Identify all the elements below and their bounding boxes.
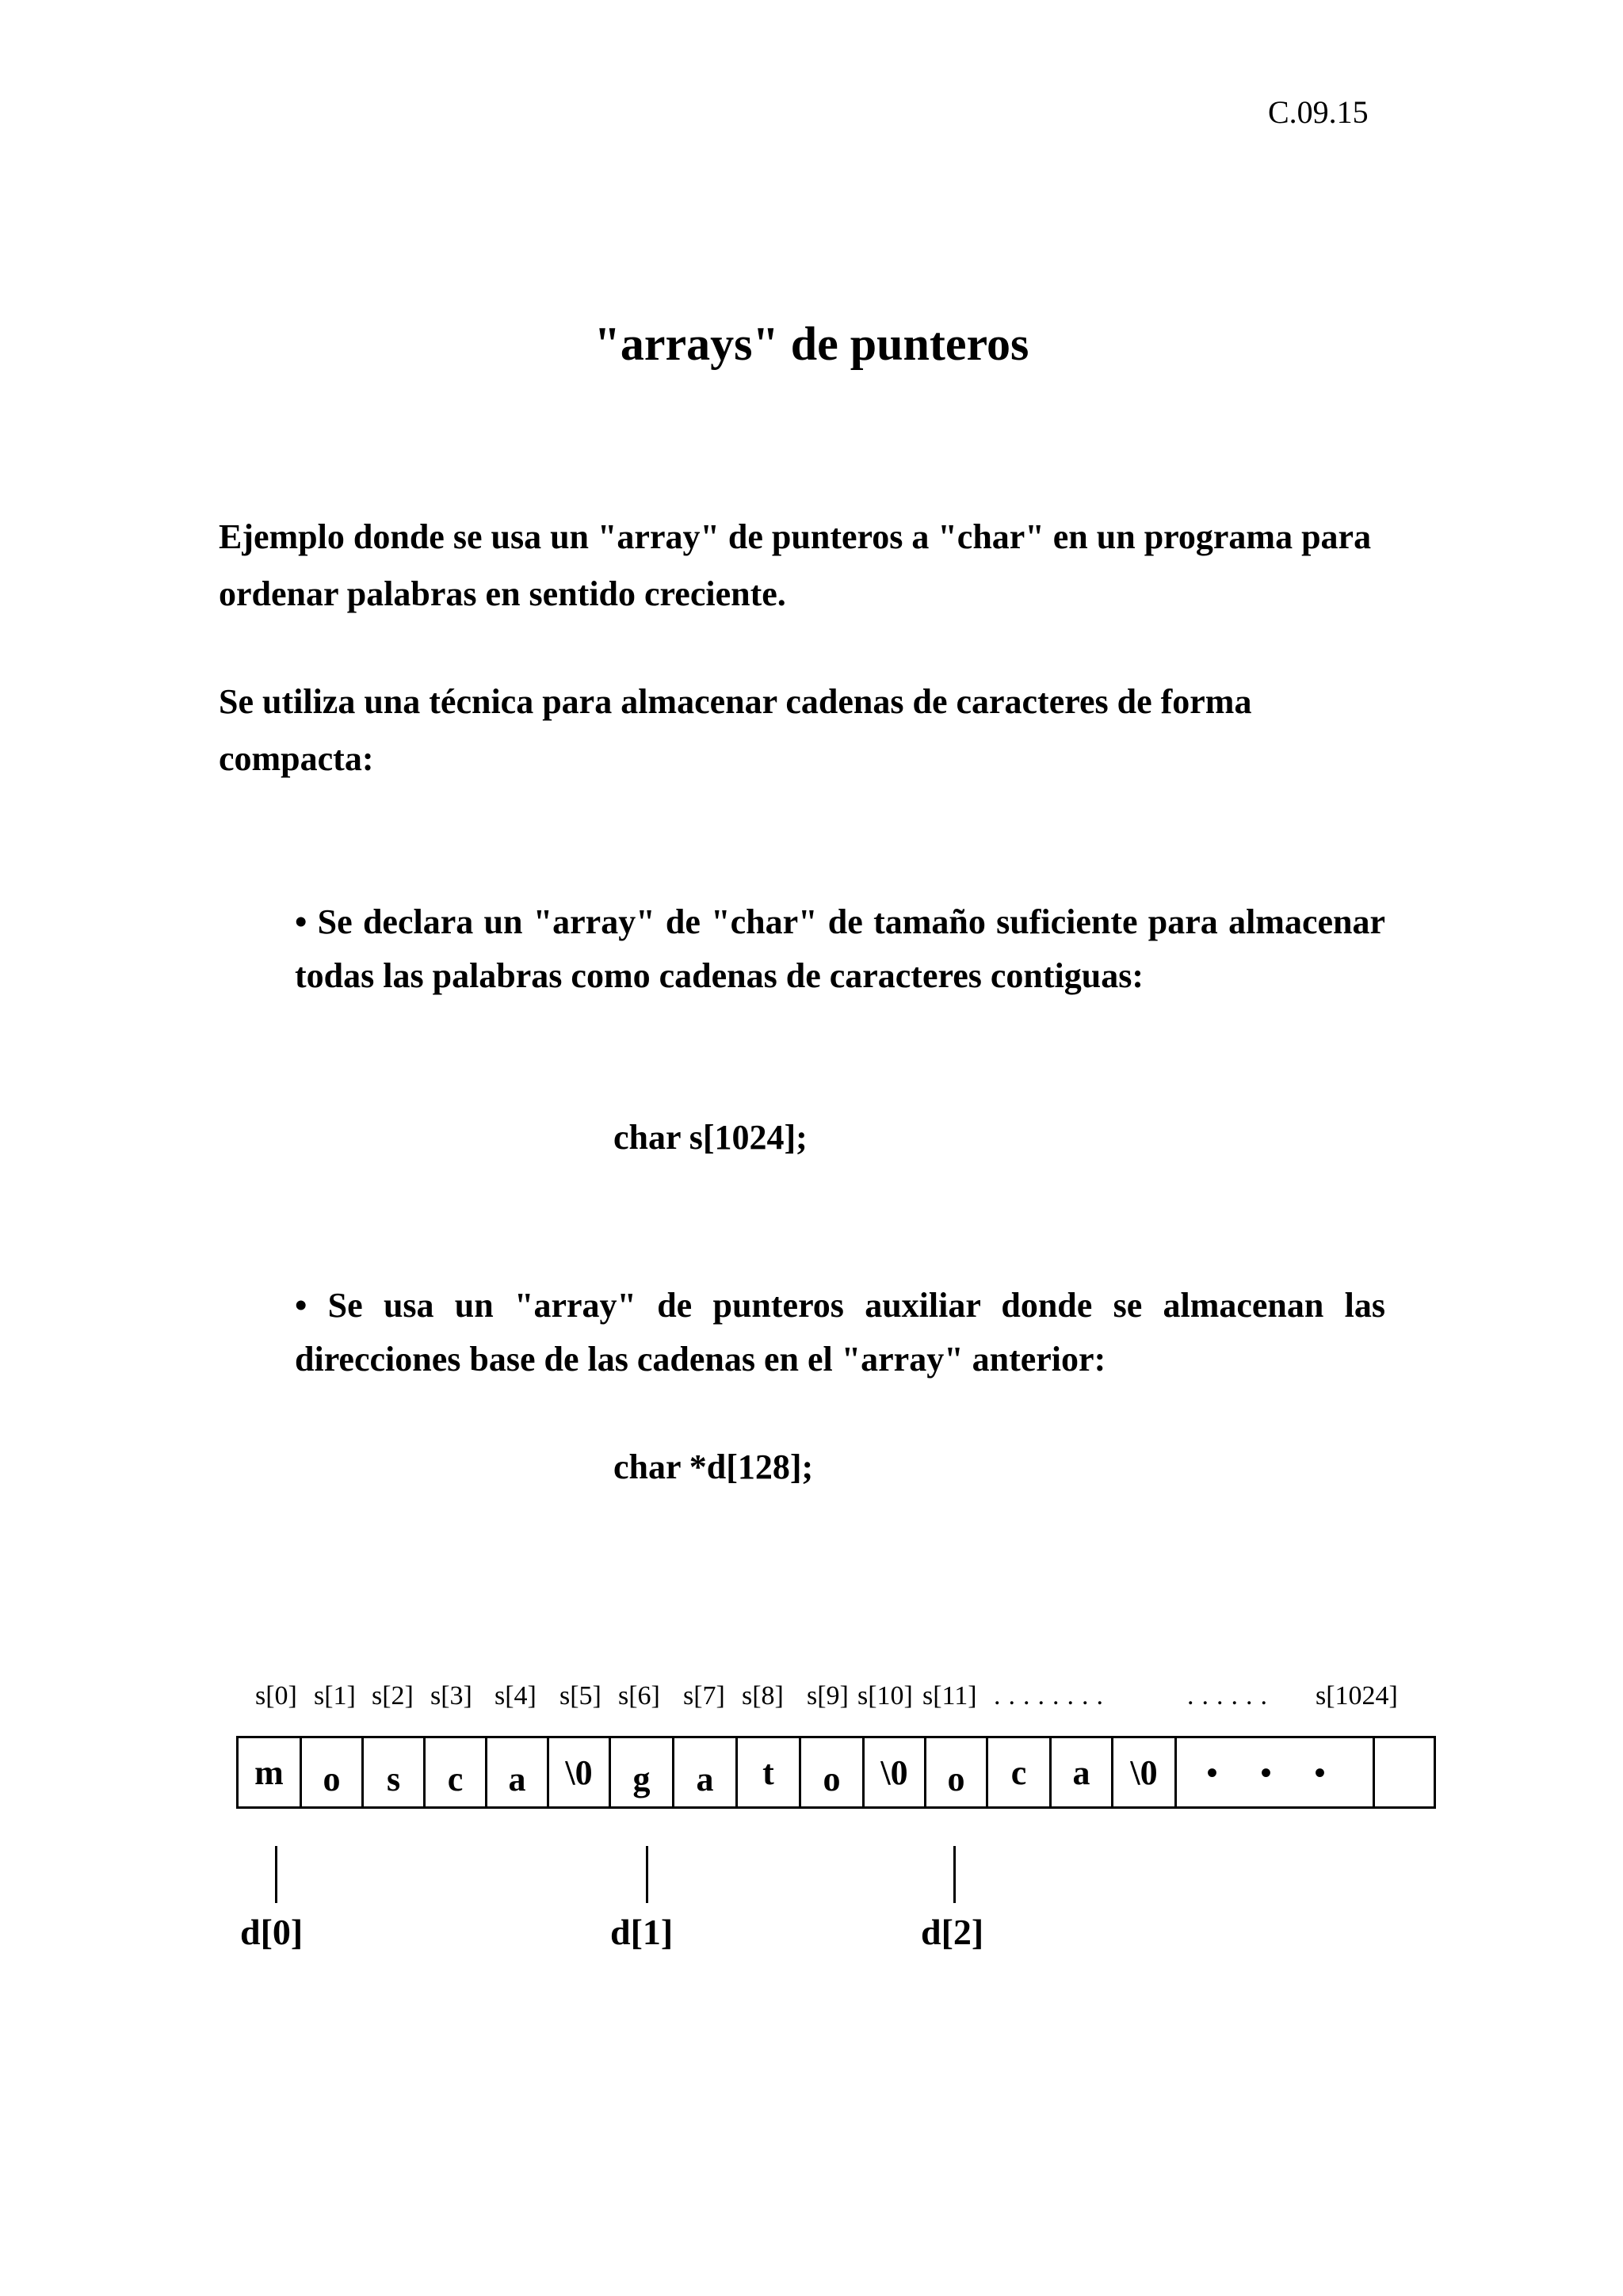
bullet-pointer-array: • Se usa un "array" de punteros auxiliar donde se almacenan las direcciones base de las cadenas en el "array" anterior: bbox=[295, 1286, 1385, 1379]
index-ellipsis: ...... bbox=[1187, 1681, 1275, 1711]
index-label: s[9] bbox=[807, 1681, 849, 1711]
pointer-arrow-line bbox=[646, 1846, 648, 1903]
index-label: s[6] bbox=[618, 1681, 660, 1711]
array-cell: s bbox=[364, 1738, 426, 1806]
code-char-array: char s[1024]; bbox=[613, 1118, 808, 1157]
array-cell: o bbox=[801, 1738, 865, 1806]
array-cell-ellipsis: • • • bbox=[1177, 1738, 1375, 1806]
index-label: s[3] bbox=[430, 1681, 472, 1711]
page-title: "arrays" de punteros bbox=[594, 318, 1029, 370]
technique-paragraph: Se utiliza una técnica para almacenar cadenas de caracteres de forma compacta: bbox=[219, 682, 1252, 778]
array-cell: a bbox=[1052, 1738, 1113, 1806]
index-label: s[2] bbox=[372, 1681, 414, 1711]
index-label: s[11] bbox=[922, 1681, 977, 1711]
array-cell: \0 bbox=[1113, 1738, 1177, 1806]
intro-paragraph: Ejemplo donde se usa un "array" de punteros a "char" en un programa para ordenar palabras en sentido creciente. bbox=[219, 517, 1372, 613]
pointer-label: d[1] bbox=[610, 1912, 674, 1952]
array-cell: g bbox=[611, 1738, 674, 1806]
array-cell: t bbox=[738, 1738, 801, 1806]
array-cell: \0 bbox=[865, 1738, 926, 1806]
array-cell: c bbox=[426, 1738, 487, 1806]
array-cell: o bbox=[926, 1738, 988, 1806]
array-cell-last bbox=[1375, 1738, 1434, 1806]
index-label: s[5] bbox=[559, 1681, 601, 1711]
bullet-char-array: • Se declara un "array" de "char" de tamaño suficiente para almacenar todas las palabras como cadenas de caracteres contiguas: bbox=[295, 902, 1385, 995]
pointer-label: d[0] bbox=[240, 1912, 304, 1952]
array-cell: \0 bbox=[549, 1738, 611, 1806]
index-label: s[7] bbox=[683, 1681, 725, 1711]
page-number: C.09.15 bbox=[1268, 94, 1369, 130]
code-pointer-array: char *d[128]; bbox=[613, 1447, 814, 1486]
array-cell: c bbox=[988, 1738, 1052, 1806]
char-array-s bbox=[236, 1736, 1436, 1809]
array-cell: m bbox=[239, 1738, 302, 1806]
index-label-last: s[1024] bbox=[1316, 1681, 1398, 1711]
index-label: s[0] bbox=[255, 1681, 297, 1711]
array-cell: o bbox=[302, 1738, 364, 1806]
pointer-arrow-line bbox=[953, 1846, 956, 1903]
index-ellipsis: ........ bbox=[994, 1681, 1111, 1711]
pointer-label: d[2] bbox=[921, 1912, 984, 1952]
index-label: s[1] bbox=[314, 1681, 356, 1711]
index-label: s[10] bbox=[857, 1681, 913, 1711]
array-cell: a bbox=[674, 1738, 738, 1806]
array-cell: a bbox=[487, 1738, 549, 1806]
index-label: s[4] bbox=[495, 1681, 537, 1711]
index-label: s[8] bbox=[742, 1681, 784, 1711]
pointer-arrow-line bbox=[275, 1846, 277, 1903]
